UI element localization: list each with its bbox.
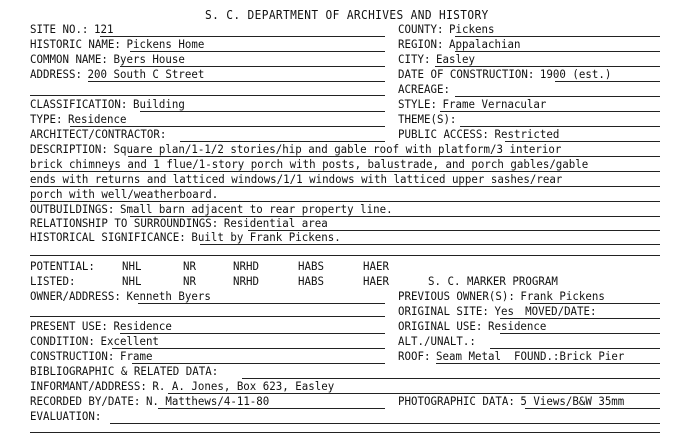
classification-value: Building [132, 97, 185, 111]
evaluation-field [30, 409, 107, 423]
potential-label: POTENTIAL: [30, 259, 95, 273]
moved-date-value [597, 304, 603, 318]
type-value: Residence [68, 112, 127, 126]
potential-haer: HAER [363, 259, 389, 273]
type-field [30, 112, 126, 126]
acreage-field [398, 82, 456, 96]
public-access-field [398, 127, 559, 141]
bibliographic-field [30, 364, 224, 378]
bibliographic-label: BIBLIOGRAPHIC & RELATED DATA: [30, 364, 219, 378]
roof-value: Seam Metal [436, 349, 501, 363]
potential-nr: NR [183, 259, 196, 273]
present-use-label: PRESENT USE: [30, 319, 108, 333]
address-value: 200 South C Street [87, 67, 205, 81]
construction-value: Frame [119, 349, 153, 363]
informant-value: R. A. Jones, Box 623, Easley [152, 379, 335, 393]
condition-field [30, 334, 159, 348]
present-use-field [30, 319, 172, 333]
address-field [30, 67, 204, 81]
listed-habs: HABS [298, 274, 324, 288]
original-site-field [398, 304, 602, 318]
original-use-value: Residence [487, 319, 547, 333]
city-label: CITY: [398, 52, 431, 66]
architect-field [30, 127, 172, 141]
owner-value: Kenneth Byers [126, 289, 211, 303]
recorded-label: RECORDED BY/DATE: [30, 394, 141, 408]
city-value: Easley [436, 52, 476, 66]
relationship-field [30, 216, 328, 230]
condition-value: Excellent [100, 334, 159, 348]
photographic-label: PHOTOGRAPHIC DATA: [398, 394, 515, 408]
recorded-value: N. Matthews/4-11-80 [145, 394, 270, 408]
themes-label: THEME(S): [398, 112, 457, 126]
photographic-field [398, 394, 624, 408]
construction-field [30, 349, 152, 363]
style-label: STYLE: [398, 97, 437, 111]
form-title: S. C. DEPARTMENT OF ARCHIVES AND HISTORY [205, 8, 489, 22]
region-label: REGION: [398, 37, 444, 51]
recorded-field [30, 394, 269, 408]
site-no-field [30, 22, 113, 36]
county-field [398, 22, 494, 36]
city-field [398, 52, 475, 66]
present-use-value: Residence [113, 319, 172, 333]
previous-owner-field [398, 289, 605, 303]
description-line-4: porch with well/weatherboard. [30, 187, 219, 201]
themes-field [398, 112, 462, 126]
foundation-value: Brick Pier [559, 349, 625, 363]
original-site-label: ORIGINAL SITE: [398, 304, 489, 318]
county-value: Pickens [449, 22, 495, 36]
potential-nhl: NHL [122, 259, 142, 273]
acreage-value [450, 82, 456, 96]
classification-field [30, 97, 185, 111]
foundation-label: FOUND.: [513, 349, 560, 363]
listed-haer: HAER [363, 274, 389, 288]
outbuildings-label: OUTBUILDINGS: [30, 202, 115, 216]
potential-habs: HABS [298, 259, 324, 273]
site-no-label: SITE NO.: [30, 22, 89, 36]
construction-label: CONSTRUCTION: [30, 349, 115, 363]
description-line-2: brick chimneys and 1 flue/1-story porch with posts, balustrade, and porch gables/gable [30, 157, 589, 171]
previous-owner-value: Frank Pickens [520, 289, 605, 303]
significance-value: Built by Frank Pickens. [191, 230, 341, 244]
style-value: Frame Vernacular [442, 97, 547, 111]
date-of-construction-field [398, 67, 611, 81]
listed-nr: NR [183, 274, 196, 288]
listed-nrhd: NRHD [233, 274, 259, 288]
common-name-field [30, 52, 185, 66]
listed-nhl: NHL [122, 274, 142, 288]
original-use-field [398, 319, 546, 333]
original-site-value: Yes [494, 304, 514, 318]
listed-label: LISTED: [30, 274, 76, 288]
architect-value [166, 127, 172, 141]
historic-name-label: HISTORIC NAME: [30, 37, 121, 51]
previous-owner-label: PREVIOUS OWNER(S): [398, 289, 515, 303]
description-line-1 [30, 142, 561, 156]
informant-label: INFORMANT/ADDRESS: [30, 379, 147, 393]
common-name-label: COMMON NAME: [30, 52, 108, 66]
potential-nrhd: NRHD [233, 259, 259, 273]
owner-field [30, 289, 211, 303]
public-access-label: PUBLIC ACCESS: [398, 127, 489, 141]
architect-label: ARCHITECT/CONTRACTOR: [30, 127, 167, 141]
region-field [398, 37, 520, 51]
condition-label: CONDITION: [30, 334, 95, 348]
common-name-value: Byers House [113, 52, 185, 66]
type-label: TYPE: [30, 112, 63, 126]
historic-name-field [30, 37, 204, 51]
original-use-label: ORIGINAL USE: [398, 319, 483, 333]
alt-unalt-value [476, 334, 482, 348]
style-field [398, 97, 546, 111]
description-line-3: ends with returns and latticed windows/1/1 windows with latticed upper sashes/rear [30, 172, 563, 186]
significance-field [30, 230, 341, 244]
alt-unalt-field [398, 334, 481, 348]
address-label: ADDRESS: [30, 67, 82, 81]
bibliographic-value [218, 364, 224, 378]
evaluation-label: EVALUATION: [30, 409, 102, 423]
relationship-label: RELATIONSHIP TO SURROUNDINGS: [30, 216, 219, 230]
outbuildings-field [30, 202, 393, 216]
outbuildings-value: Small barn adjacent to rear property line. [119, 202, 393, 216]
relationship-value: Residential area [223, 216, 328, 230]
marker-program-heading: S. C. MARKER PROGRAM [428, 274, 558, 288]
photographic-value: 5 Views/B&W 35mm [520, 394, 625, 408]
public-access-value: Restricted [494, 127, 560, 141]
acreage-label: ACREAGE: [398, 82, 450, 96]
description-text: Square plan/1-1/2 stories/hip and gable roof with platform/3 interior [113, 142, 562, 156]
moved-date-label: MOVED/DATE: [525, 304, 597, 318]
date-of-construction-value: 1900 (est.) [539, 67, 612, 81]
significance-label: HISTORICAL SIGNIFICANCE: [30, 230, 186, 244]
themes-value [456, 112, 462, 126]
region-value: Appalachian [449, 37, 521, 51]
evaluation-value [101, 409, 107, 423]
alt-unalt-label: ALT./UNALT.: [398, 334, 476, 348]
classification-label: CLASSIFICATION: [30, 97, 128, 111]
owner-label: OWNER/ADDRESS: [30, 289, 121, 303]
site-no-value: 121 [94, 22, 114, 36]
county-label: COUNTY: [398, 22, 444, 36]
informant-field [30, 379, 334, 393]
description-label: DESCRIPTION: [30, 142, 108, 156]
roof-field [398, 349, 624, 363]
roof-label: ROOF: [398, 349, 431, 363]
date-of-construction-label: DATE OF CONSTRUCTION: [398, 67, 535, 81]
historic-name-value: Pickens Home [126, 37, 205, 51]
